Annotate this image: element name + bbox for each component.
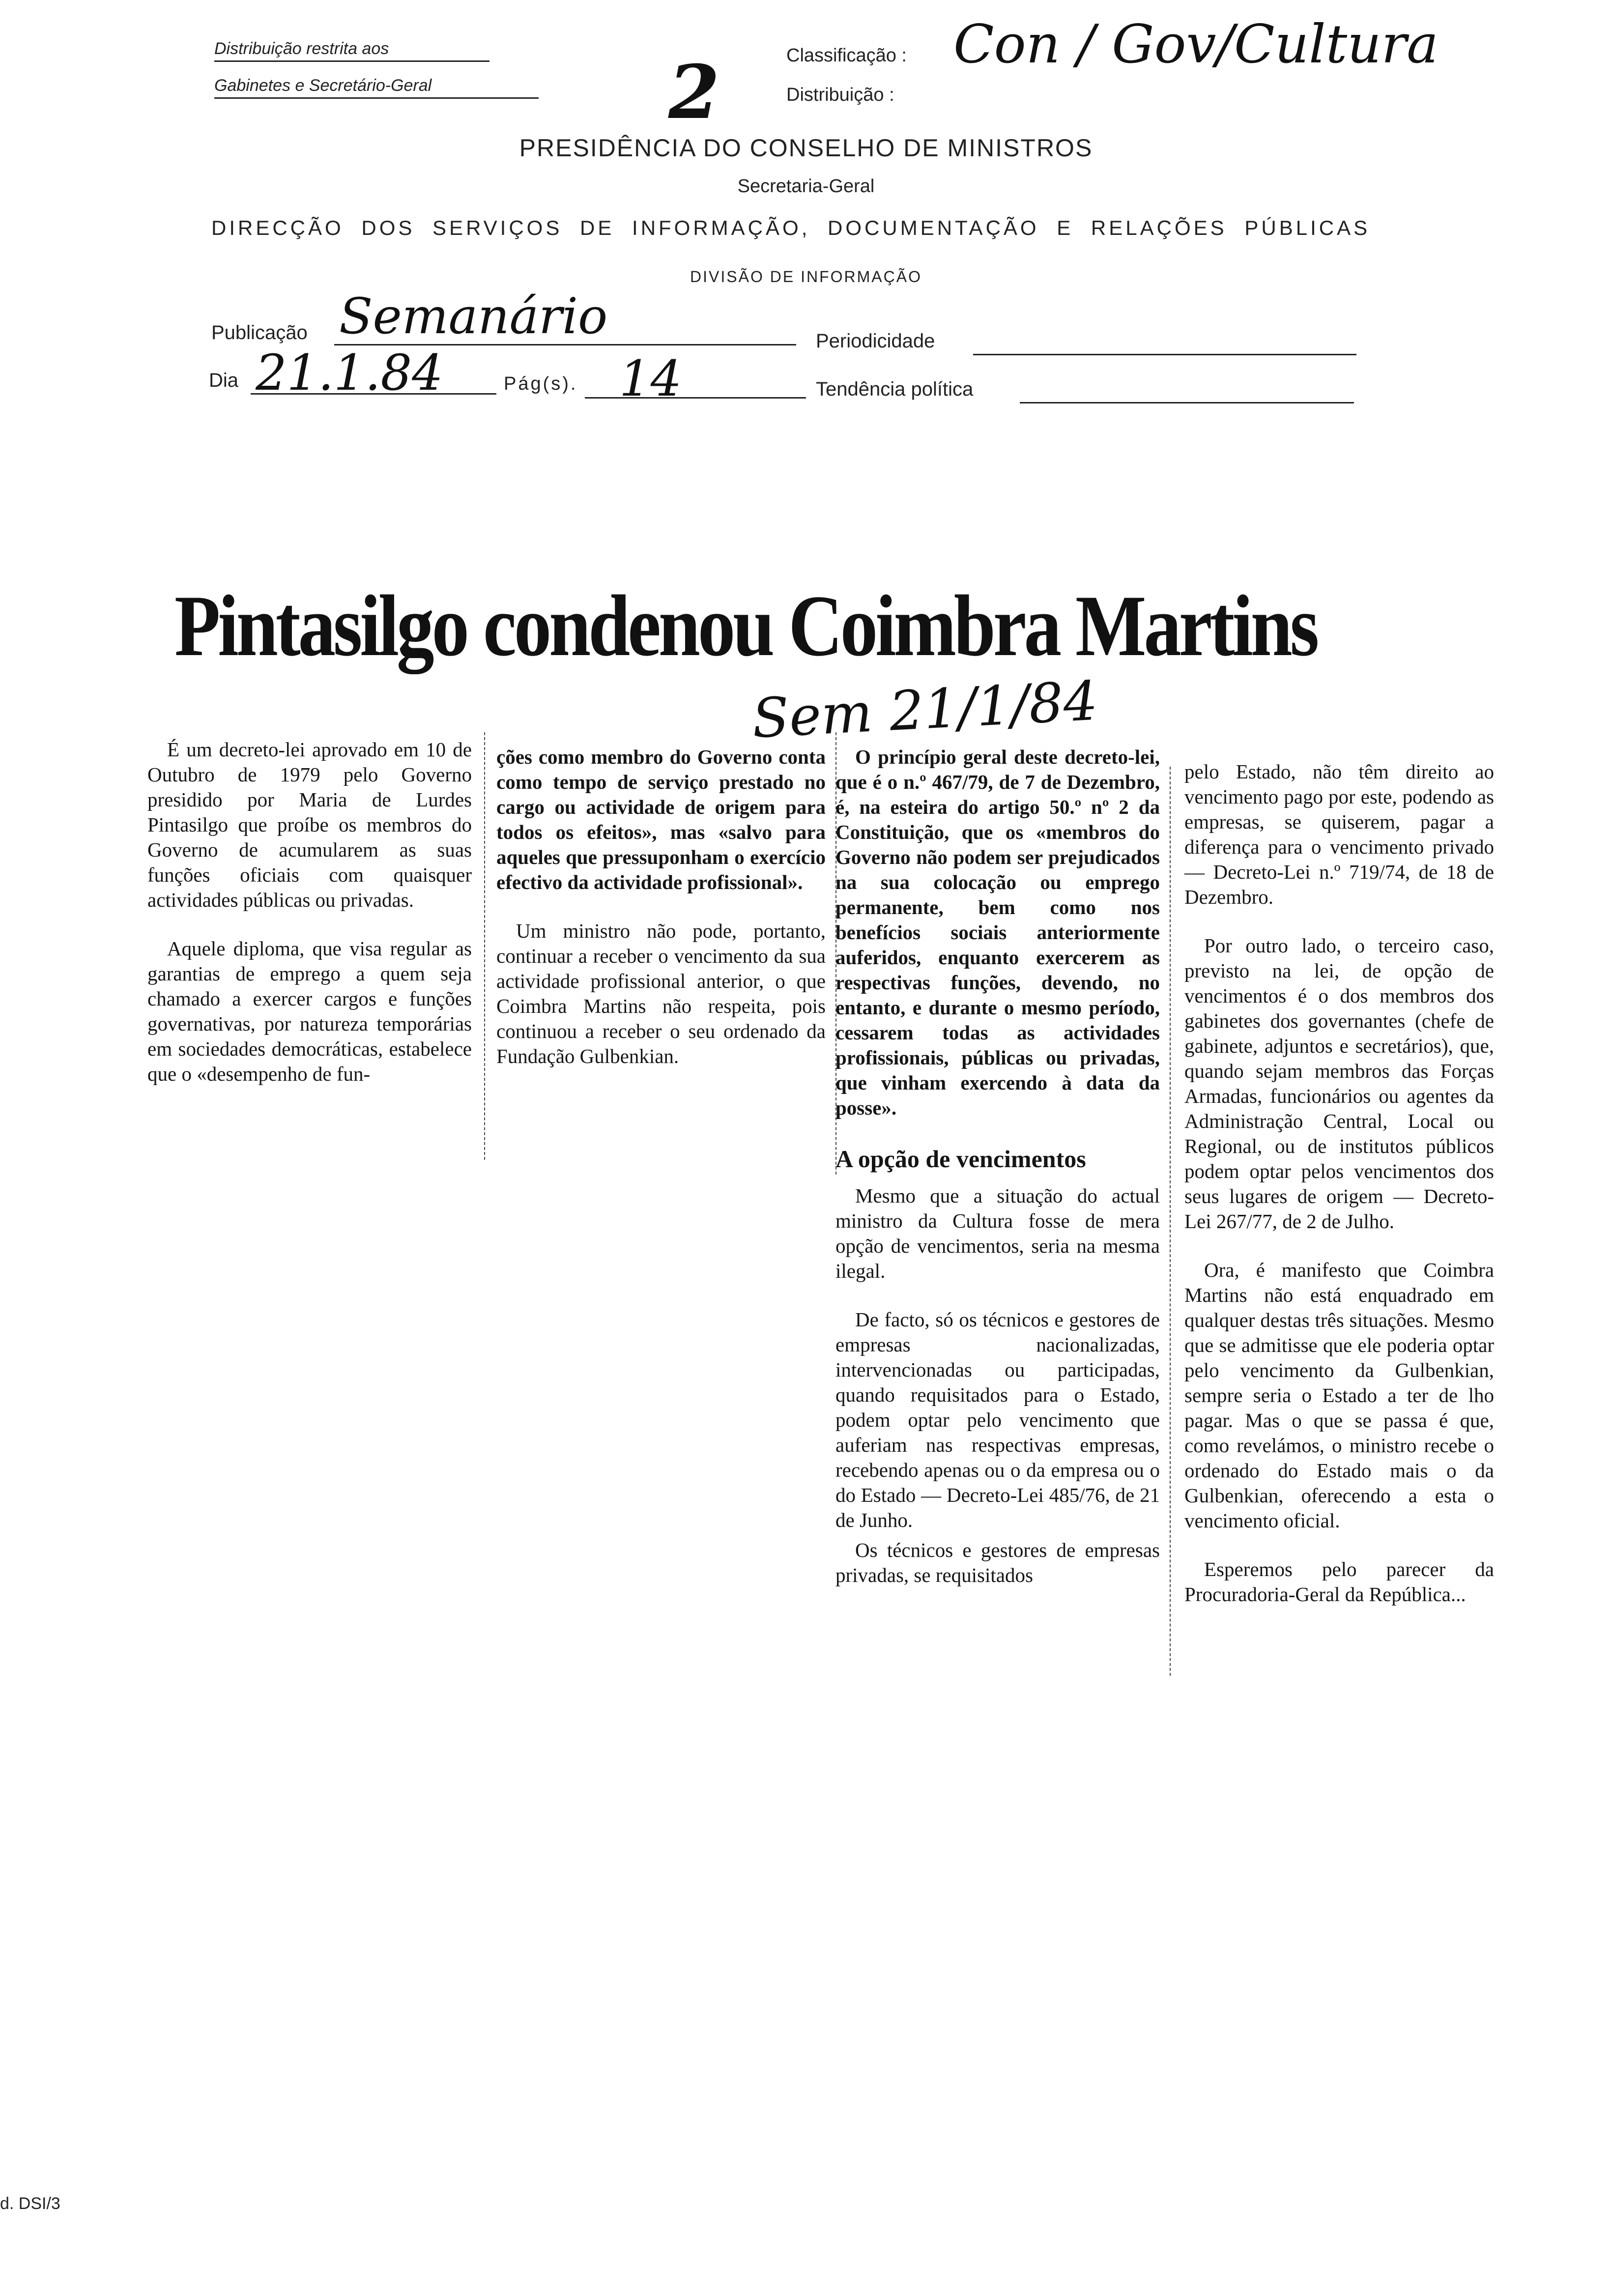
col3-after-1: Mesmo que a situação do actual ministro da Cultura fosse de mera opção de vencimentos, seria na mesma ilegal. [835, 1184, 1160, 1282]
distribuicao-label: Distribuição : [786, 85, 894, 105]
tendencia-label: Tendência política [816, 378, 974, 400]
org-subtitle: Secretaria-Geral [737, 176, 875, 197]
pags-label: Pág(s). [504, 373, 578, 394]
col3-subhead: A opção de vencimentos [835, 1145, 1086, 1173]
article-headline: Pintasilgo condenou Coimbra Martins [174, 577, 1317, 674]
periodicidade-label: Periodicidade [816, 330, 935, 352]
col2-paragraph-2: Um ministro não pode, portanto, continuar a receber o vencimento da sua actividade profissional anterior, o que Coimbra Martins não respeita, pois continuou a receber o seu ordenado da Fundação Gulbenkian. [496, 919, 826, 1067]
col1-paragraph-2: Aquele diploma, que visa regular as garantias de emprego a quem seja chamado a exercer cargos e funções governativas, por natureza temporárias em sociedades democráticas, estabelece que o «desempenho de fun- [147, 937, 472, 1085]
article-col-1 [147, 737, 472, 1110]
col3-after-2: De facto, só os técnicos e gestores de empresas nacionalizadas, intervencionadas ou participadas, quando requisitados para o Estado, podem optar pelo vencimento que auferiam nas respectivas empresas, recebendo apenas ou o da empresa ou o do Estado — Decreto-Lei 485/76, de 21 de Junho. [835, 1308, 1160, 1531]
pags-value: 14 [619, 350, 682, 407]
article-col-3 [835, 745, 1160, 1588]
org-title: PRESIDÊNCIA DO CONSELHO DE MINISTROS [519, 134, 1093, 162]
direccao-line: DIRECÇÃO DOS SERVIÇOS DE INFORMAÇÃO, DOCUMENTAÇÃO E RELAÇÕES PÚBLICAS [211, 216, 1371, 239]
restricted-line-2: Gabinetes e Secretário-Geral [214, 76, 539, 99]
dia-value: 21.1.84 [256, 344, 443, 402]
article-col-2 [496, 745, 826, 1092]
col3-after-3: Os técnicos e gestores de empresas privadas, se requisitados [835, 1539, 1160, 1586]
divisao-line: DIVISÃO DE INFORMAÇÃO [690, 268, 922, 286]
col4-paragraph-2: Por outro lado, o terceiro caso, previsto na lei, de opção de vencimentos é o dos membros dos gabinetes dos governantes (chefe de gabinete, adjuntos e secretários), que, quando sejam membros das Forças Armadas, funcionários ou agentes da Administração Central, Local ou Regional, ou de institutos públicos podem optar pelos vencimentos dos seus lugares de origem — Decreto-Lei 267/77, de 2 de Julho. [1184, 934, 1494, 1233]
article-col-4 [1184, 759, 1494, 1631]
dia-label: Dia [209, 370, 239, 391]
handwritten-note: Sem 21/1/84 [750, 669, 1099, 750]
col3-paragraph-1: O princípio geral deste decreto-lei, que é o n.º 467/79, de 7 de Dezembro, é, na esteira do artigo 50.º nº 2 da Constituição, que os «membros do Governo não podem ser prejudicados na sua colocação ou emprego permanente, bem como nos benefícios sociais anteriormente auferidos, enquanto exercerem as respectivas funções, devendo, no entanto, e durante o mesmo período, cessarem todas as actividades profissionais, públicas ou privadas, que vinham exercendo à data da posse». [835, 746, 1160, 1119]
col4-paragraph-3: Ora, é manifesto que Coimbra Martins não está enquadrado em qualquer destas três situações. Mesmo que se admitisse que ele poderia optar pelo vencimento da Gulbenkian, sempre seria o Estado a ter de lho pagar. Mas o que se passa é que, como revelámos, o ministro recebe o ordenado do Estado mais o da Gulbenkian, oferecendo a esta o vencimento oficial. [1184, 1259, 1494, 1532]
col4-paragraph-1: pelo Estado, não têm direito ao vencimento pago por este, podendo as empresas, se quiserem, pagar a diferença para o vencimento privado — Decreto-Lei n.º 719/74, de 18 de Dezembro. [1184, 760, 1494, 908]
form-code: d. DSI/3 [0, 2194, 60, 2213]
publicacao-value: Semanário [339, 287, 608, 345]
distribuicao-mark: 2 [668, 49, 720, 136]
col4-paragraph-4: Esperemos pelo parecer da Procuradoria-Geral da República... [1184, 1558, 1494, 1606]
classificacao-label: Classificação : [786, 45, 907, 66]
col2-paragraph-1: ções como membro do Governo conta como tempo de serviço prestado no cargo ou actividade de origem para todos os efeitos», mas «salvo para aqueles que pressuponham o exercício efectivo da actividade profissional». [496, 746, 826, 893]
restricted-line-1: Distribuição restrita aos [214, 39, 489, 62]
col1-paragraph-1: É um decreto-lei aprovado em 10 de Outubro de 1979 pelo Governo presidido por Maria de Lurdes Pintasilgo que proíbe os membros do Governo de acumularem as suas funções oficiais com quaisquer actividades públicas ou privadas. [147, 738, 472, 911]
publicacao-label: Publicação [211, 322, 308, 344]
classificacao-value: Con / Gov/Cultura [953, 14, 1439, 75]
